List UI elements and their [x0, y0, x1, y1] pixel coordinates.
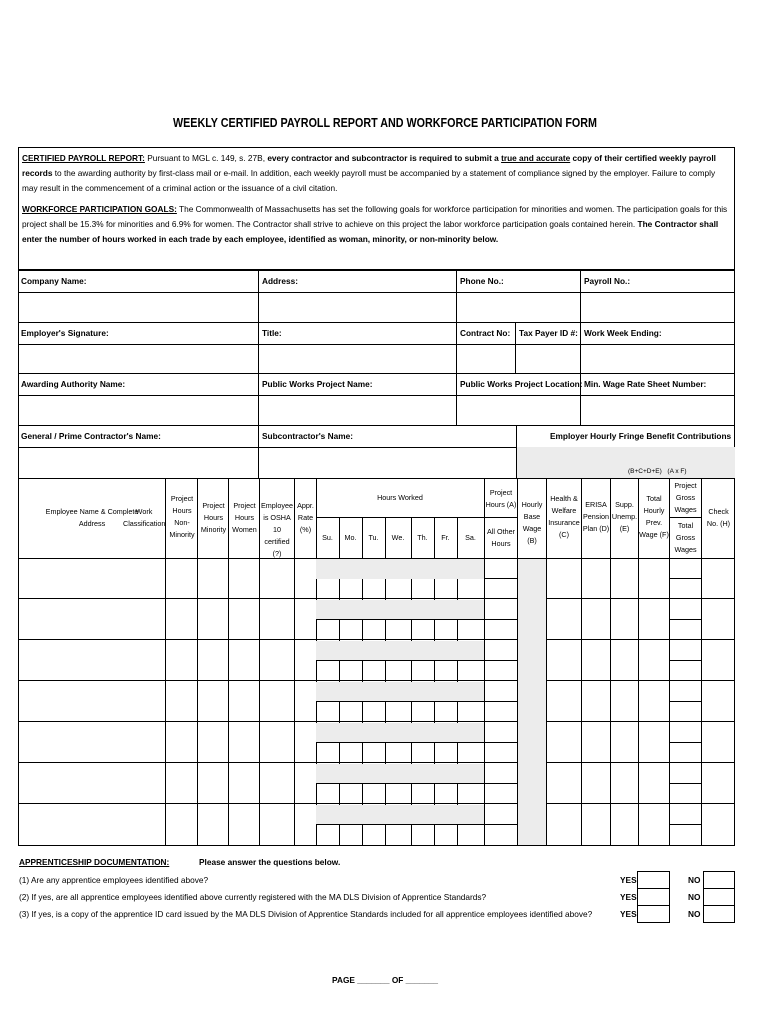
cpr-text-2: to the awarding authority by first-class mail or e-mail. In addition, each weekly payroll must be accompanied by a statement of compliance signed by the employer. Failure to comply may result in the commencement of a criminal action or the issuance of a civil citation.: [22, 168, 716, 193]
hours-gray-row: [316, 641, 484, 660]
employer-signature-field[interactable]: [19, 345, 258, 373]
hours-gray-row: [316, 600, 484, 619]
check-no-header: Check No. (H): [706, 507, 731, 528]
day-header-th: Th.: [417, 533, 428, 542]
fringe-contributions-label: Employer Hourly Fringe Benefit Contributions: [550, 431, 732, 441]
project-location-label: Public Works Project Location:: [460, 379, 583, 389]
tax-payer-id-label: Tax Payer ID #:: [519, 328, 578, 338]
day-header-su: Su.: [322, 533, 333, 542]
apprenticeship-instruction: Please answer the questions below.: [199, 857, 341, 867]
company-name-label: Company Name:: [21, 276, 87, 286]
cpr-label: CERTIFIED PAYROLL REPORT:: [22, 153, 145, 163]
fringe-gray-band: [517, 447, 735, 478]
project-location-field[interactable]: [457, 396, 580, 425]
yes-label-3: YES: [620, 909, 637, 919]
hours-women-header: Project Hours Women: [232, 501, 257, 534]
contract-no-label: Contract No:: [460, 328, 511, 338]
table-row[interactable]: [19, 641, 165, 680]
day-header-tu: Tu.: [368, 533, 379, 542]
table-row[interactable]: [19, 682, 165, 721]
phone-field[interactable]: [457, 293, 580, 322]
appr-rate-header: Appr. Rate (%): [297, 501, 314, 534]
wpg-text: The Commonwealth of Massachusetts has set the following goals for workforce participation for minorities and women. The participation goals for this project shall be 15.3% for minorities and 6.9% for women. The Contractor shall strive to achieve on this project the labor workforce participation goals contained herein.: [22, 204, 728, 229]
address-field[interactable]: [259, 293, 456, 322]
all-other-hours-header: All Other Hours: [487, 527, 515, 548]
wpg-label: WORKFORCE PARTICIPATION GOALS:: [22, 204, 177, 214]
total-gross-wages-header: Total Gross Wages: [674, 521, 697, 554]
apprentice-question-3: (3) If yes, is a copy of the apprentice ID card issued by the MA DLS Division of Apprentice Standards included for all apprentice employees identified above?: [19, 909, 593, 919]
wpg-bold: The Contractor shall enter the number of hours worked in each trade by each employee, identified as woman, minority, or non-minority below.: [22, 219, 719, 244]
awarding-authority-field[interactable]: [19, 396, 258, 425]
work-classification-header: Work Classification: [123, 507, 166, 528]
hours-gray-row: [316, 682, 484, 701]
yes-label-1: YES: [620, 875, 637, 885]
project-name-label: Public Works Project Name:: [262, 379, 373, 389]
payroll-field[interactable]: [581, 293, 734, 322]
tax-payer-id-field[interactable]: [516, 345, 580, 373]
hours-worked-header: Hours Worked: [377, 493, 423, 502]
project-gross-wages-header: Project Gross Wages: [674, 481, 697, 514]
health-welfare-header: Health & Welfare Insurance (C): [548, 494, 580, 539]
hours-gray-row: [316, 723, 484, 742]
general-contractor-label: General / Prime Contractor's Name:: [21, 431, 161, 441]
employee-name-header: Employee Name & Complete Address: [45, 507, 139, 528]
day-header-mo: Mo.: [344, 533, 357, 542]
min-wage-sheet-field[interactable]: [581, 396, 734, 425]
no-label-3: NO: [688, 909, 701, 919]
formula-bcde: (B+C+D+E): [628, 468, 662, 475]
table-row[interactable]: [19, 764, 165, 803]
supp-unemp-header: Supp. Unemp. (E): [611, 500, 638, 533]
yes-checkbox-3[interactable]: [637, 905, 670, 923]
formula-axf: (A x F): [667, 468, 687, 475]
project-name-field[interactable]: [259, 396, 456, 425]
cpr-bold: every contractor and subcontractor is required to submit a: [267, 153, 502, 163]
employer-signature-label: Employer's Signature:: [21, 328, 109, 338]
table-row[interactable]: [19, 723, 165, 762]
min-wage-sheet-label: Min. Wage Rate Sheet Number:: [584, 379, 707, 389]
page-footer: PAGE _______ OF _______: [332, 975, 438, 985]
no-label-2: NO: [688, 892, 701, 902]
table-row[interactable]: [19, 559, 165, 598]
apprenticeship-label: APPRENTICESHIP DOCUMENTATION:: [19, 857, 170, 867]
title-field[interactable]: [259, 345, 456, 373]
no-checkbox-1[interactable]: [703, 871, 735, 889]
cpr-true-accurate: true and accurate: [501, 153, 571, 163]
no-checkbox-2[interactable]: [703, 888, 735, 906]
project-hours-a-header: Project Hours (A): [485, 488, 517, 509]
phone-label: Phone No.:: [460, 276, 504, 286]
form-title: WEEKLY CERTIFIED PAYROLL REPORT AND WORKFORCE PARTICIPATION FORM: [172, 116, 598, 130]
hours-gray-row: [316, 559, 484, 579]
yes-label-2: YES: [620, 892, 637, 902]
contract-no-field[interactable]: [457, 345, 515, 373]
cpr-bold-2: copy of their certified weekly payroll records: [22, 153, 716, 178]
erisa-header: ERISA Pension Plan (D): [582, 500, 610, 533]
table-row[interactable]: [19, 600, 165, 639]
company-name-field[interactable]: [19, 293, 258, 322]
hours-minority-header: Project Hours Minority: [200, 501, 227, 534]
work-week-ending-label: Work Week Ending:: [584, 328, 662, 338]
title-label: Title:: [262, 328, 282, 338]
no-checkbox-3[interactable]: [703, 905, 735, 923]
day-header-sa: Sa.: [465, 533, 476, 542]
base-wage-gray-col: [518, 559, 546, 845]
subcontractor-label: Subcontractor's Name:: [262, 431, 353, 441]
hours-gray-row: [316, 764, 484, 783]
total-hourly-wage-header: Total Hourly Prev. Wage (F): [639, 494, 669, 539]
awarding-authority-label: Awarding Authority Name:: [21, 379, 126, 389]
cpr-text-1: Pursuant to MGL c. 149, s. 27B,: [144, 153, 268, 163]
subcontractor-field[interactable]: [259, 448, 516, 478]
hours-gray-row: [316, 805, 484, 824]
hours-non-minority-header: Project Hours Non-Minority: [169, 494, 195, 539]
no-label-1: NO: [688, 875, 701, 885]
osha-header: Employee is OSHA 10 certified (?): [261, 501, 293, 558]
apprentice-question-2: (2) If yes, are all apprentice employees identified above currently registered with the MA DLS Division of Apprentice Standards?: [19, 892, 487, 902]
yes-checkbox-2[interactable]: [637, 888, 670, 906]
general-contractor-field[interactable]: [19, 448, 258, 478]
payroll-label: Payroll No.:: [584, 276, 631, 286]
address-label: Address:: [262, 276, 298, 286]
apprentice-question-1: (1) Are any apprentice employees identified above?: [19, 875, 209, 885]
day-header-fr: Fr.: [441, 533, 450, 542]
hourly-base-wage-header: Hourly Base Wage (B): [521, 500, 543, 545]
table-row[interactable]: [19, 805, 165, 845]
day-header-we: We.: [391, 533, 405, 542]
work-week-ending-field[interactable]: [581, 345, 734, 373]
yes-checkbox-1[interactable]: [637, 871, 670, 889]
